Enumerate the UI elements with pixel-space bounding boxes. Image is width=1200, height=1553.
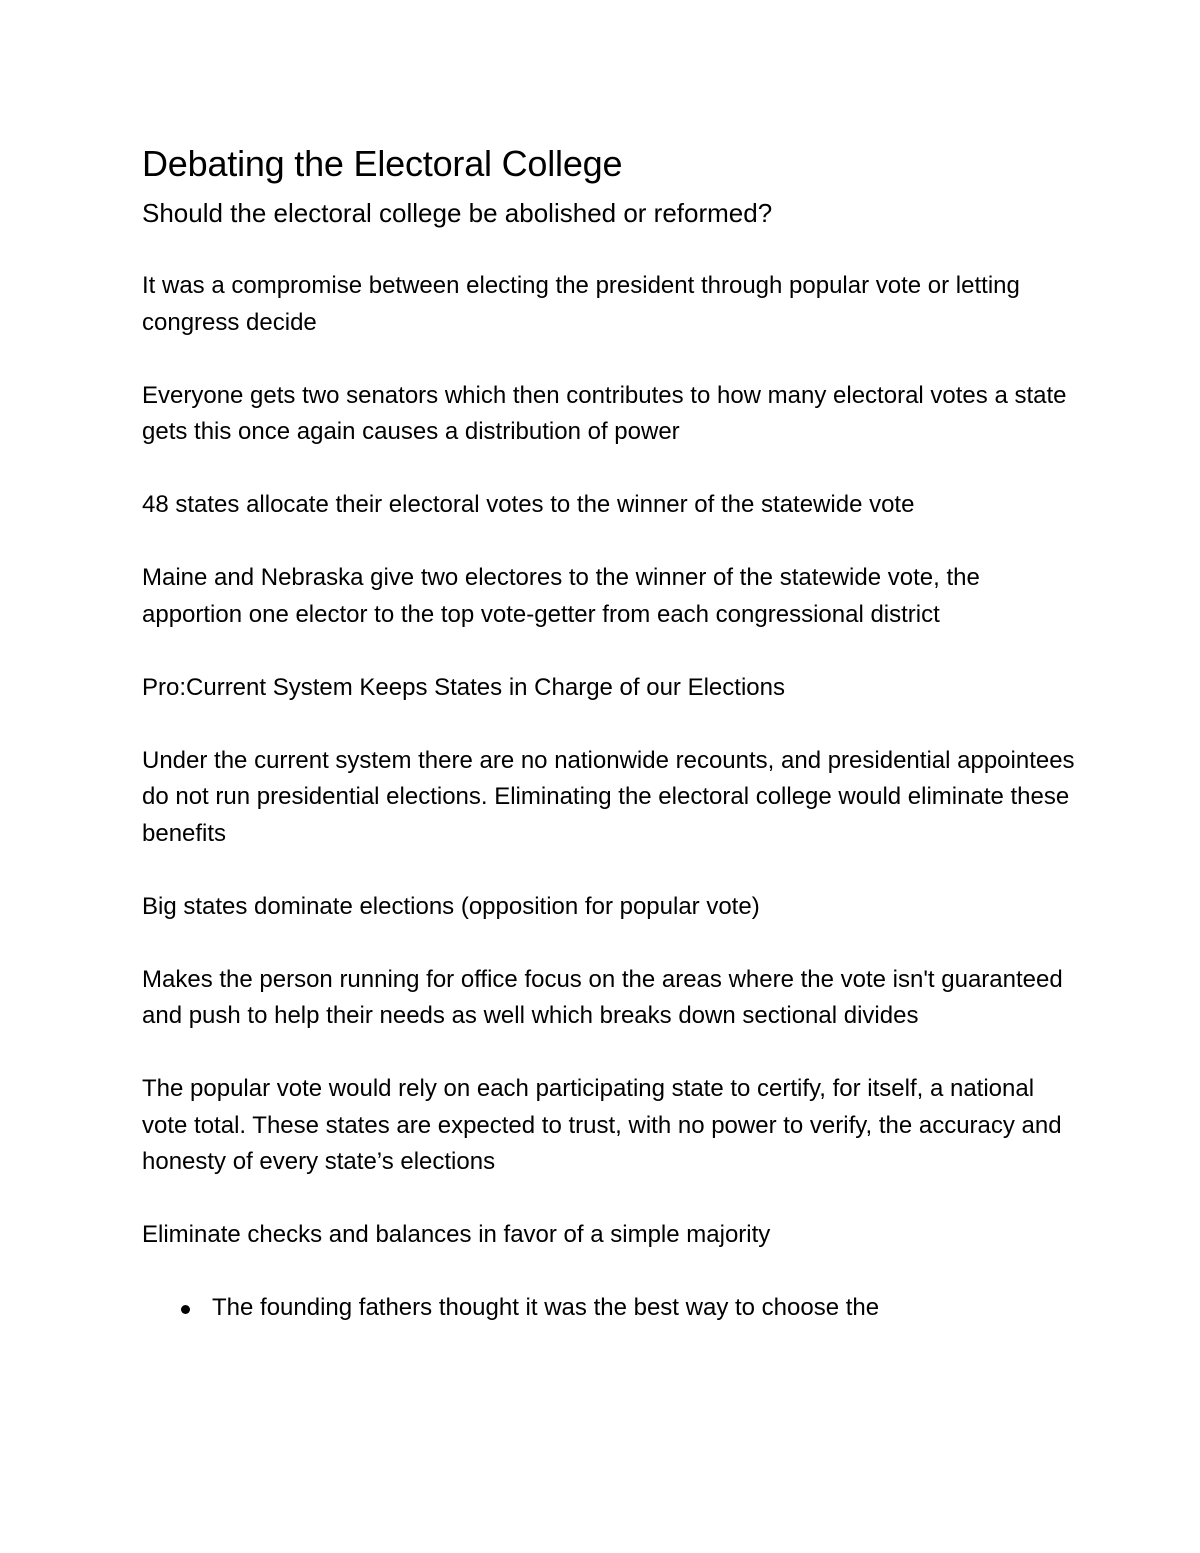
document-body (142, 268, 1082, 1327)
paragraph: Everyone gets two senators which then contributes to how many electoral votes a state gets this once again causes a distribution of power (142, 381, 1067, 445)
paragraph: Under the current system there are no nationwide recounts, and presidential appointees do not run presidential elections. Eliminating the electoral college would eliminate these benefits (142, 746, 1075, 847)
document-subtitle: Should the electoral college be abolished or reformed? (142, 198, 773, 228)
paragraph: Eliminate checks and balances in favor of a simple majority (142, 1221, 771, 1248)
bullet-item (142, 1290, 1082, 1327)
paragraph: Makes the person running for office focus on the areas where the vote isn't guaranteed and push to help their needs as well which breaks down sectional divides (142, 965, 1063, 1029)
paragraph: Big states dominate elections (opposition for popular vote) (142, 892, 760, 920)
bullet-text: The founding fathers thought it was the best way to choose the (212, 1294, 880, 1321)
bullet-dot-icon (181, 1305, 190, 1314)
paragraph: The popular vote would rely on each participating state to certify, for itself, a national vote total. These states are expected to trust, with no power to verify, the accuracy and honesty of every state’s elections (142, 1075, 1062, 1175)
document-page (142, 140, 1082, 1327)
paragraph: It was a compromise between electing the president through popular vote or letting congress decide (142, 272, 1020, 336)
document-title: Debating the Electoral College (142, 143, 623, 184)
bullet-list (142, 1290, 1082, 1327)
paragraph: 48 states allocate their electoral votes to the winner of the statewide vote (142, 491, 915, 518)
paragraph: Maine and Nebraska give two electores to the winner of the statewide vote, the apportion one elector to the top vote-getter from each congressional district (142, 564, 980, 628)
paragraph: Pro:Current System Keeps States in Charge of our Elections (142, 673, 785, 701)
